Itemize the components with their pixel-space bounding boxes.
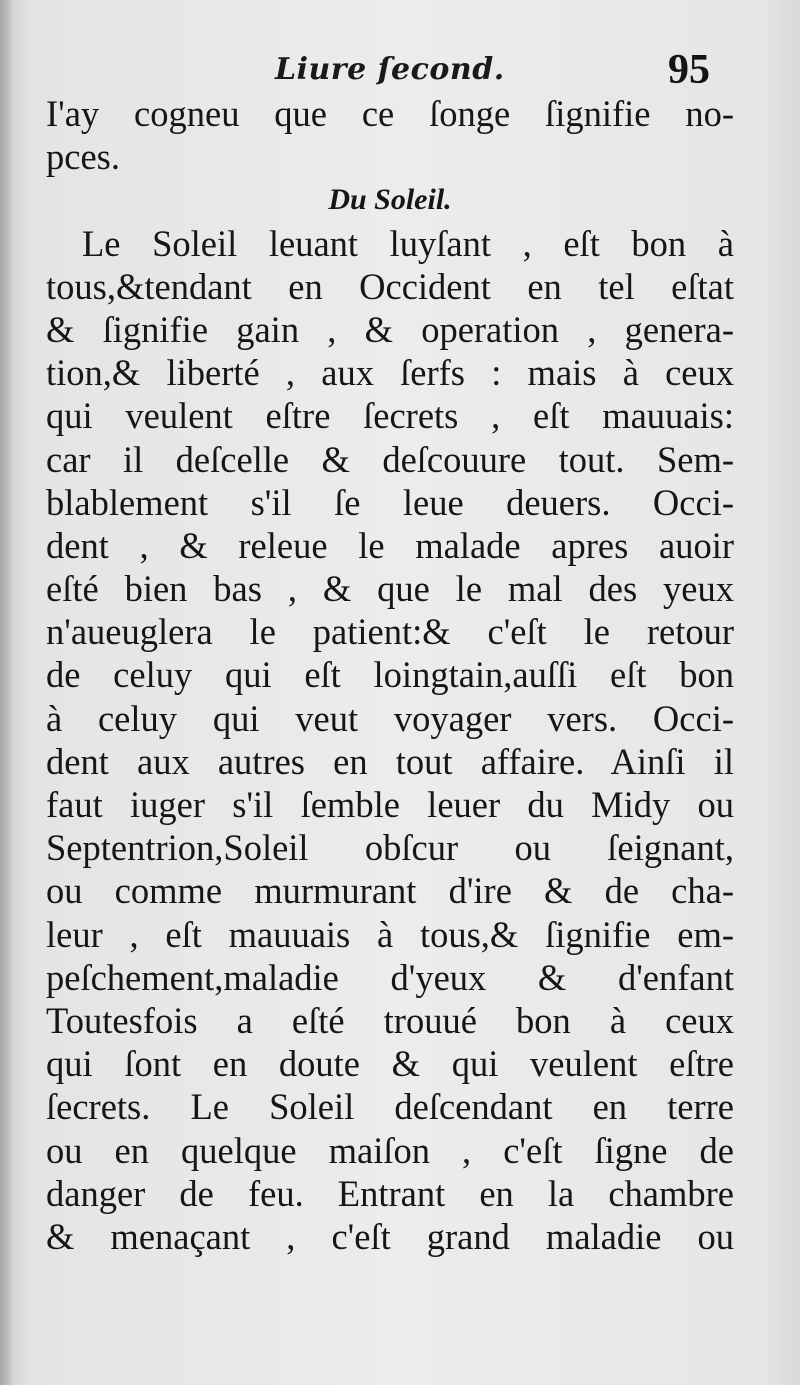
text-line: n'aueuglera le patient:& c'eſt le retour [46, 611, 734, 653]
running-title: Liure ſecond. [275, 52, 505, 87]
section-heading: Du Soleil. [328, 183, 452, 217]
text-line: dent , & releue le malade apres auoir [46, 524, 734, 566]
text-line: & menaçant , c'eſt grand maladie ou [46, 1215, 734, 1257]
text-line: de celuy qui eſt loingtain,auſſi eſt bon [46, 654, 734, 696]
text-line: I'ay cogneu que ce ſonge ſignifie no- [46, 93, 734, 134]
text-line: faut iuger s'il ſemble leuer du Midy ou [46, 784, 734, 825]
text-line: Le Soleil leuant luyſant , eſt bon à [82, 222, 734, 264]
text-line: qui ſont en doute & qui veulent eſtre [46, 1043, 734, 1085]
text-line: ou comme murmurant d'ire & de cha- [46, 870, 734, 912]
text-line: Septentrion,Soleil obſcur ou ſeignant, [46, 827, 734, 869]
text-line: danger de feu. Entrant en la chambre [46, 1172, 734, 1214]
text-line: dent aux autres en tout affaire. Ainſi il [46, 740, 734, 782]
text-line: blablement s'il ſe leue deuers. Occi- [46, 481, 734, 523]
text-line: peſchement,maladie d'yeux & d'enfant [46, 956, 734, 998]
text-line: & ſignifie gain , & operation , genera- [46, 308, 734, 350]
text-line: leur , eſt mauuais à tous,& ſignifie em- [46, 913, 734, 955]
page-number: 95 [668, 47, 710, 93]
text-line: eſté bien bas , & que le mal des yeux [46, 568, 734, 610]
text-line: tion,& liberté , aux ſerfs : mais à ceux [46, 352, 734, 394]
page-body [46, 92, 734, 1258]
text-line: qui veulent eſtre ſecrets , eſt mauuais: [46, 395, 734, 437]
text-line: pces. [46, 136, 120, 178]
text-line: ou en quelque maiſon , c'eſt ſigne de [46, 1129, 734, 1171]
text-line: à celuy qui veut voyager vers. Occi- [46, 697, 734, 739]
page-gutter-shadow [0, 0, 14, 1385]
text-line: Toutesfois a eſté trouué bon à ceux [46, 999, 734, 1041]
text-line: ſecrets. Le Soleil deſcendant en terre [46, 1086, 734, 1128]
text-line: tous,&tendant en Occident en tel eſtat [46, 265, 734, 307]
text-line: car il deſcelle & deſcouure tout. Sem- [46, 438, 734, 480]
